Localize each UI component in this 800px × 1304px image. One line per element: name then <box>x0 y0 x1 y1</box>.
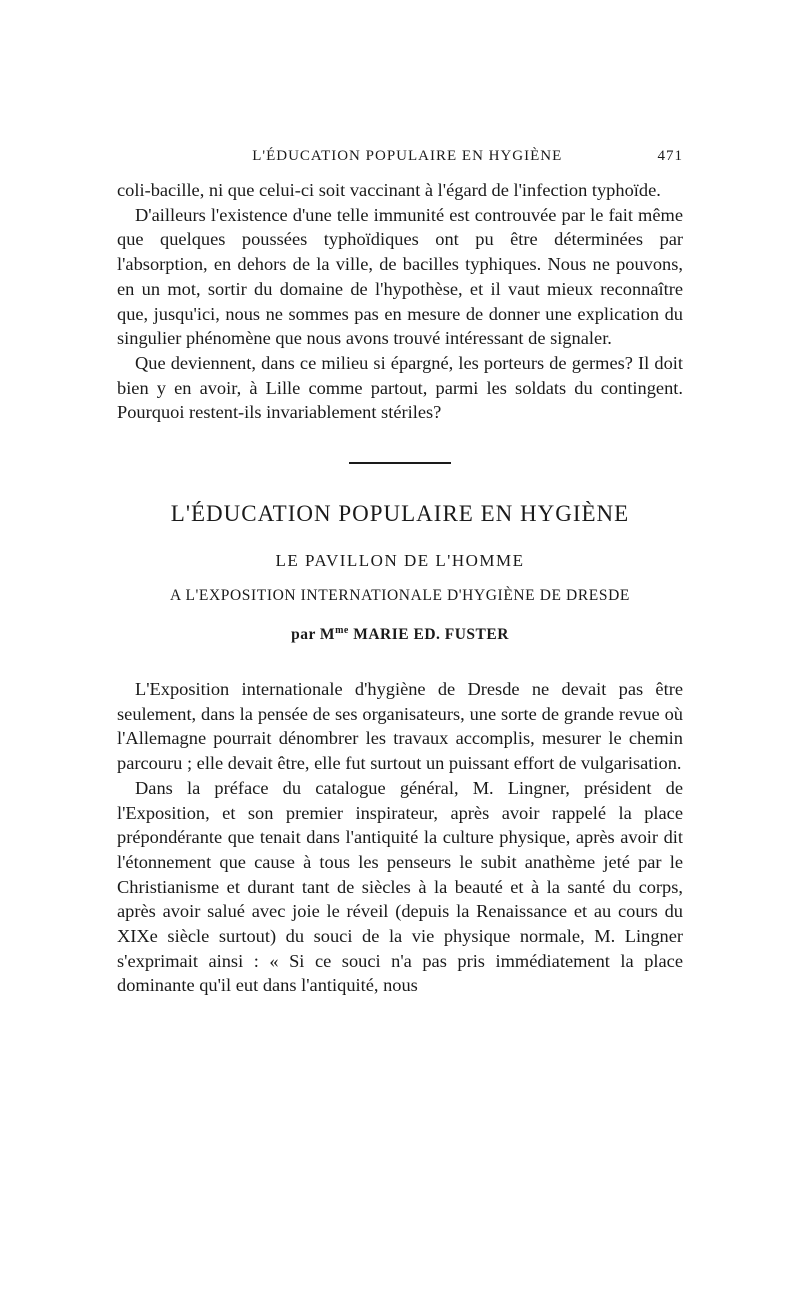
byline-sup: me <box>335 625 349 637</box>
article-subtitle-secondary: A L'EXPOSITION INTERNATIONALE D'HYGIÈNE DE DRESDE <box>170 587 630 605</box>
running-header <box>117 148 683 174</box>
paragraph: Que deviennent, dans ce milieu si épargné, les porteurs de germes? Il doit bien y en avoir, à Lille comme partout, parmi les soldats du contingent. Pourquoi restent-ils invariablement stériles? <box>117 352 683 423</box>
section-divider <box>349 462 451 464</box>
byline-prefix: par M <box>291 626 336 644</box>
article-body <box>117 677 683 998</box>
first-section <box>117 178 683 425</box>
article-title: L'ÉDUCATION POPULAIRE EN HYGIÈNE <box>170 501 630 527</box>
running-title: L'ÉDUCATION POPULAIRE EN HYGIÈNE <box>252 148 563 164</box>
paragraph: coli-bacille, ni que celui-ci soit vaccinant à l'égard de l'infection typhoïde. <box>117 180 661 200</box>
author-name: MARIE ED. FUSTER <box>353 626 509 644</box>
author-byline <box>117 625 683 647</box>
paragraph: L'Exposition internationale d'hygiène de Dresde ne devait pas être seulement, dans la pensée de ses organisateurs, une sorte de grande revue où l'Allemagne pourrait dénombrer les travaux accomplis, mesurer le chemin parcouru ; elle devait être, elle fut surtout un puissant effort de vulgarisation. <box>117 679 683 774</box>
paragraph: Dans la préface du catalogue général, M. Lingner, président de l'Exposition, et son premier inspirateur, après avoir rappelé la place prépondérante que tenait dans l'antiquité la culture physique, après avoir dit l'étonnement que cause à tous les penseurs le subit anathème jeté par le Christianisme et durant tant de siècles à la beauté et à la santé du corps, après avoir salué avec joie le réveil (depuis la Renaissance et au cours du XIXe siècle surtout) du souci de la vie physique normale, M. Lingner s'exprimait ainsi : « Si ce souci n'a pas pris immédiatement la place dominante qu'il eut dans l'antiquité, nous <box>117 777 683 996</box>
paragraph: D'ailleurs l'existence d'une telle immunité est controuvée par le fait même que quelques poussées typhoïdiques ont pu être déterminées par l'absorption, en dehors de la ville, de bacilles typhiques. Nous ne pouvons, en un mot, sortir du domaine de l'hypothèse, et il vaut mieux reconnaître que, jusqu'ici, nous ne sommes pas en mesure de donner une explication du singulier phénomène que nous avons trouvé intéressant de signaler. <box>117 204 683 349</box>
document-page <box>117 148 683 998</box>
article-subtitle: LE PAVILLON DE L'HOMME <box>275 551 525 571</box>
page-number: 471 <box>657 148 683 164</box>
